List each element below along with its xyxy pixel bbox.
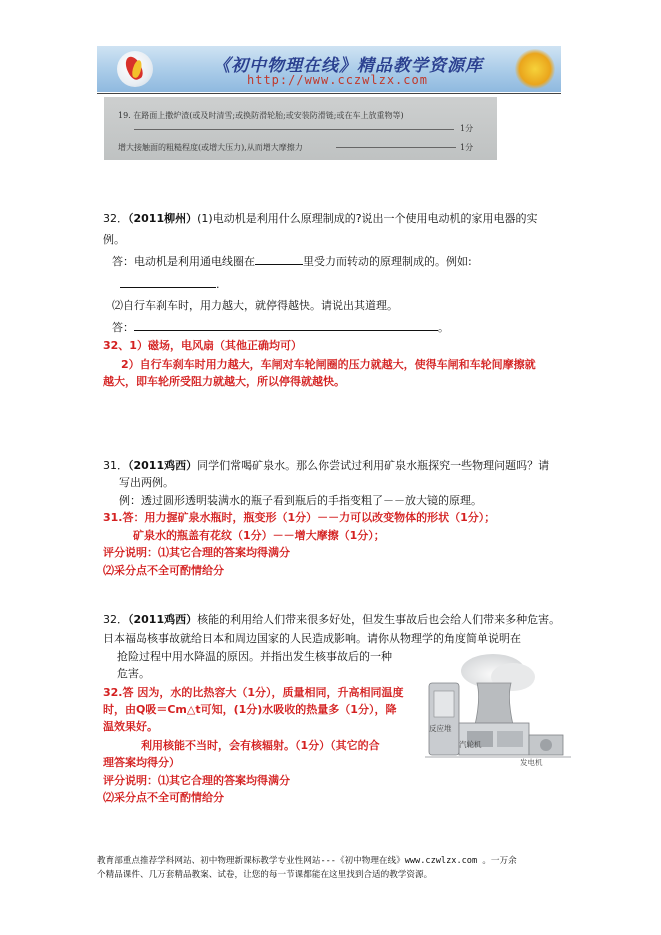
q32a-blank-3 [134,320,438,331]
q32a-example-line [120,277,220,292]
q31-note-2: ⑵采分点不全可酌情给分 [103,564,224,577]
scan-dash-2 [336,147,456,148]
q32b-text4: 危害。 [117,667,150,680]
q32a-line1 [103,211,538,226]
fig-label-reactor: 反应堆 [429,724,452,733]
q32b-answer-5: 理答案均得分） [103,756,180,769]
q32b-answer-3: 温效果好。 [103,720,158,733]
q31-line1 [103,458,549,473]
q32a-red-answer-1: 32、1）磁场，电风扇（其他正确均可） [103,339,302,352]
q32b-line1 [103,612,560,627]
header-divider [97,93,561,94]
banner-title: 《初中物理在线》精品教学资源库 [213,56,483,76]
q32b-text3: 抢险过程中用水降温的原因。并指出发生核事故后的一种 [117,650,392,663]
q31-answer-2: 矿泉水的瓶盖有花纹（1分）－－增大摩擦（1分）； [133,529,385,542]
q32a-blank-1 [255,254,303,265]
fig-label-turbine: 汽轮机 [459,740,482,749]
q32a-ans-prefix: 答：电动机是利用通电线圈在 [112,255,255,268]
q32a-answer2-line [112,320,449,335]
q32b-answer-2: 时，由Q吸＝Cm△t可知，(1分)水吸收的热量多（1分），降 [103,703,397,716]
scan-line-1: 19. 在路面上撒炉渣(或及时清雪;或换防滑轮胎;或安装防滑链;或在车上放重物等) [118,111,404,120]
q32b-number: 32． [103,613,128,626]
q32a-red-answer-2: 2）自行车刹车时用力越大，车闸对车轮闸圈的压力就越大，使得车闸和车轮间摩擦就 [121,358,536,371]
q31-text1: 同学们常喝矿泉水。那么你尝试过利用矿泉水瓶探究一些物理问题吗？请 [197,459,550,472]
footer-line-1: 教育部重点推荐学科网站、初中物理新课标教学专业性网站---《初中物理在线》www.czwlzx.com 。一万余 [97,856,517,866]
q32b-note-2: ⑵采分点不全可酌情给分 [103,791,224,804]
scanned-answer-excerpt [104,97,497,160]
footer-line-2: 个精品课件、几万套精品教案、试卷，让您的每一节课都能在这里找到合适的教学资源。 [97,870,433,880]
q32b-source: （2011鸡西） [128,613,198,626]
q32a-red-answer-3: 越大，即车轮所受阻力就越大，所以停得就越快。 [103,375,345,388]
scan-line-2: 增大接触面的粗糙程度(或增大压力),从而增大摩擦力 [118,143,303,152]
q32a-ans-end: . [216,278,220,291]
q32a-ans2-end: 。 [438,321,449,334]
q32b-text2: 日本福岛核事故就给日本和周边国家的人民造成影响。请你从物理学的角度简单说明在 [103,632,521,645]
q32b-text1: 核能的利用给人们带来很多好处，但发生事故后也会给人们带来多种危害。 [197,613,561,626]
scan-dash-1 [134,129,454,130]
q31-note-1: 评分说明：⑴其它合理的答案均得满分 [103,546,290,559]
nuclear-plant-icon [425,653,571,768]
q32a-number: 32． [103,212,128,225]
q32a-text1: (1)电动机是利用什么原理制成的?说出一个使用电动机的家用电器的实 [197,212,538,225]
q32b-answer-4: 利用核能不当时，会有核辐射。（1分）（其它的合 [141,739,380,752]
q32a-ans2-prefix: 答： [112,321,134,334]
q32b-answer-1: 32.答 因为，水的比热容大（1分），质量相同，升高相同温度 [103,686,404,699]
q31-example: 例：透过圆形透明装满水的瓶子看到瓶后的手指变粗了－－放大镜的原理。 [119,494,482,507]
q32a-text2: 例。 [103,233,125,246]
banner-url: http://www.cczwlzx.com [247,73,428,87]
scan-score-1: 1分 [460,124,474,133]
header-banner [97,46,561,92]
q32b-note-1: 评分说明：⑴其它合理的答案均得满分 [103,774,290,787]
footer [97,854,577,882]
q31-text2: 写出两例。 [119,476,174,489]
q32a-part2: ⑵自行车刹车时，用力越大，就停得越快。请说出其道理。 [112,299,398,312]
q31-source: （2011鸡西） [128,459,198,472]
q32a-answer-line [112,254,472,269]
q32a-blank-2 [120,277,216,288]
fig-label-generator: 发电机 [520,758,543,767]
q31-number: 31． [103,459,128,472]
q32a-ans-mid: 里受力而转动的原理制成的。例如: [303,255,472,268]
sunflower-icon [515,49,555,89]
q31-answer-1: 31.答：用力握矿泉水瓶时，瓶变形（1分）－－力可以改变物体的形状（1分）； [103,511,496,524]
nuclear-plant-illustration [425,653,571,768]
scan-score-2: 1分 [460,143,474,152]
q32a-source: （2011柳州） [128,212,198,225]
